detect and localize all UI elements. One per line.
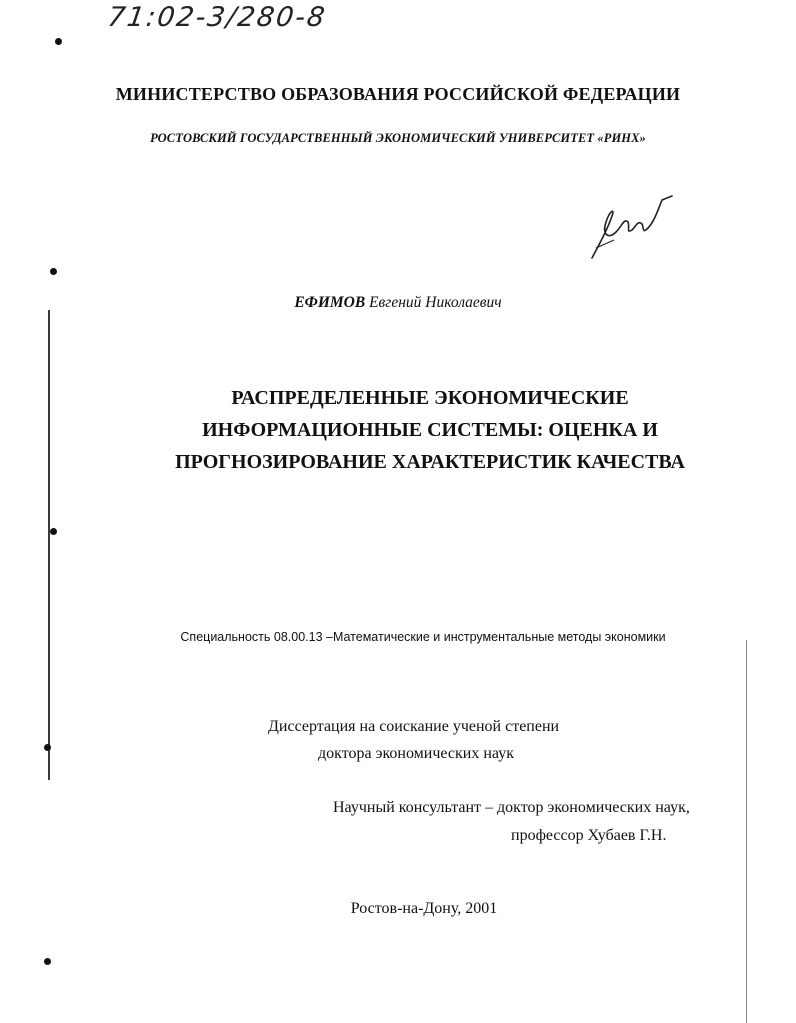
title-line: ПРОГНОЗИРОВАНИЕ ХАРАКТЕРИСТИК КАЧЕСТВА [175, 451, 685, 473]
specialty-line: Специальность 08.00.13 –Математические и инструментальные методы экономики [180, 630, 666, 644]
scan-dot [50, 528, 57, 535]
title-line: ИНФОРМАЦИОННЫЕ СИСТЕМЫ: ОЦЕНКА И [202, 419, 658, 441]
author-surname: ЕФИМОВ [294, 294, 366, 311]
place-year: Ростов-на-Дону, 2001 [350, 900, 498, 917]
scan-dot [44, 958, 51, 965]
author-name [0, 294, 796, 312]
title-line: РАСПРЕДЕЛЕННЫЕ ЭКОНОМИЧЕСКИЕ [231, 387, 629, 409]
scan-margin-line [48, 310, 50, 780]
degree-line: доктора экономических наук [318, 745, 514, 762]
scan-dot [50, 268, 57, 275]
university-name: РОСТОВСКИЙ ГОСУДАРСТВЕННЫЙ ЭКОНОМИЧЕСКИЙ УНИВЕРСИТЕТ «РИНХ» [150, 131, 646, 145]
author-given-names: Евгений Николаевич [369, 294, 502, 311]
dissertation-title [100, 382, 760, 478]
scan-dot [44, 744, 51, 751]
ministry-heading: МИНИСТЕРСТВО ОБРАЗОВАНИЯ РОССИЙСКОЙ ФЕДЕРАЦИИ [115, 84, 681, 104]
scan-margin-line [746, 640, 747, 1023]
consultant-line: профессор Хубаев Г.Н. [511, 827, 667, 844]
archive-code: 71:02-3/280-8 [105, 2, 329, 33]
scan-dot [55, 38, 62, 45]
signature-image [582, 188, 682, 268]
degree-line: Диссертация на соискание ученой степени [268, 718, 560, 735]
consultant-line: Научный консультант – доктор экономических наук, [333, 799, 690, 816]
